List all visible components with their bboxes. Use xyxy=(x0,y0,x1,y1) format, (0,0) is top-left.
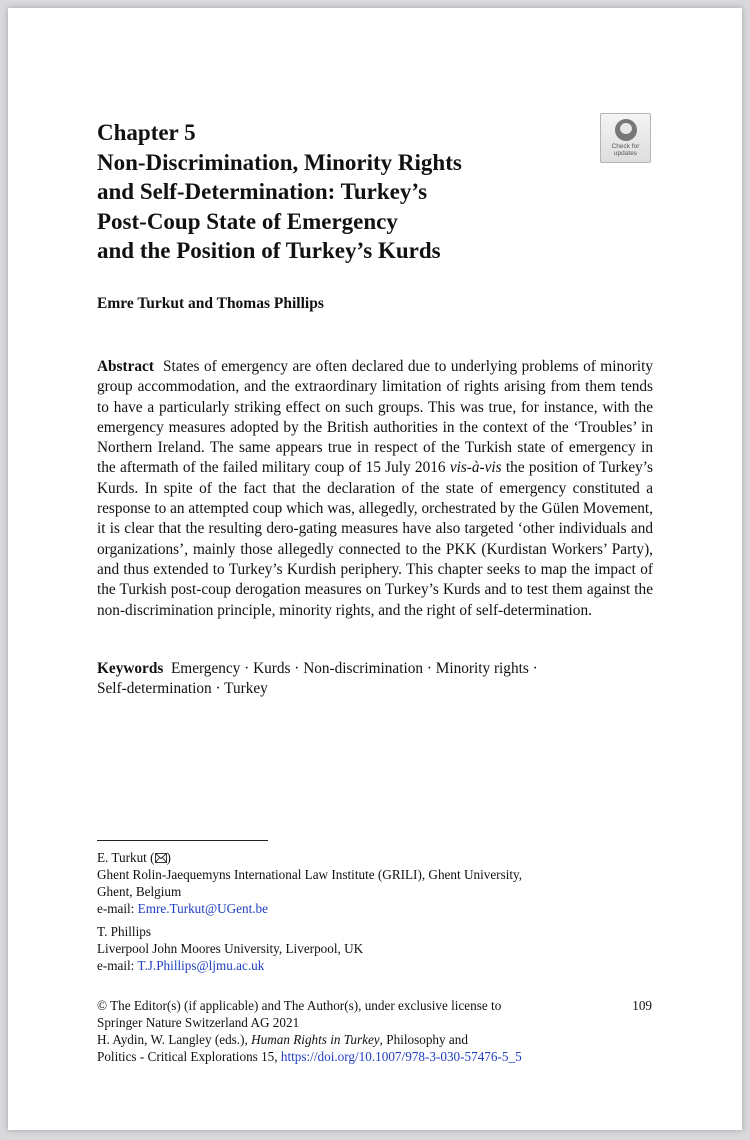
keywords-line: Self-determination · Turkey xyxy=(97,680,268,698)
email-link[interactable]: T.J.Phillips@ljmu.ac.uk xyxy=(137,958,265,973)
email-link[interactable]: Emre.Turkut@UGent.be xyxy=(137,901,268,916)
chapter-title-line: and Self-Determination: Turkey’s xyxy=(97,179,428,204)
keywords-line: Emergency · Kurds · Non-discrimination · Minority rights · xyxy=(170,660,538,677)
paper-page xyxy=(8,8,742,1130)
abstract xyxy=(97,357,653,621)
check-for-updates-badge[interactable] xyxy=(600,113,651,163)
abstract-text: States of emergency are often declared due to underlying problems of minority group accommodation, and the extraordinary limitation of rights arising from them tends to have a particularly striking effect on such groups. This was true, for instance, with the emergency measures adopted by the British authorities in the context of the ‘Troubles’ in Northern Ireland. The same appears true in respect of the Turkish state of emergency in the aftermath of the failed military coup of 15 July 2016 xyxy=(97,358,653,477)
badge-label-line1: Check for xyxy=(611,143,640,150)
abstract-text: the position of Turkey’s Kurds. In spite of the fact that the declaration of the state of emergency constituted a response to an attempted coup which was, allegedly, orchestrated by the Gülen Movement, it is clear that the resulting dero-gating measures have also targeted ‘other individuals and organizations’, mainly those allegedly connected to the PKK (Kurdistan Workers’ Party), and thus extended to Turkey’s Kurdish periphery. This chapter seeks to map the impact of the Turkish post-coup derogation measures on Turkey’s Kurds and to test them against the non-discrimination principle, minority rights, and the right of self-determination. xyxy=(97,459,654,619)
abstract-heading: Abstract xyxy=(97,358,154,375)
affiliation: E. Turkut ( ) Ghent Rolin-Jaequemyns International Law Institute (GRILI), Ghent University, Ghent, Belgium e-mail: Emre.Turkut@UGent.be xyxy=(97,849,617,917)
chapter-title-line: Post-Coup State of Emergency xyxy=(97,208,398,234)
affiliation-line: Ghent, Belgium xyxy=(97,884,182,899)
keywords-heading: Keywords xyxy=(97,660,164,677)
footer-line: © The Editor(s) (if applicable) and The Author(s), under exclusive license to xyxy=(97,998,502,1013)
footer-line: Politics - Critical Explorations 15, xyxy=(97,1049,278,1064)
footer-line: , Philosophy and xyxy=(379,1032,468,1047)
book-title: Human Rights in Turkey xyxy=(251,1032,380,1047)
affiliation-name: E. Turkut xyxy=(97,850,147,865)
footer-line: H. Aydin, W. Langley (eds.), xyxy=(97,1032,248,1047)
affiliation xyxy=(97,923,617,974)
footer-line: Springer Nature Switzerland AG 2021 xyxy=(97,1015,300,1030)
keywords xyxy=(97,659,653,700)
affiliation-line: Liverpool John Moores University, Liverpool, UK xyxy=(97,941,364,956)
doi-link[interactable]: https://doi.org/10.1007/978-3-030-57476-5_5 xyxy=(280,1049,522,1064)
affiliation-line: Ghent Rolin-Jaequemyns International Law Institute (GRILI), Ghent University, xyxy=(97,867,523,882)
chapter-heading xyxy=(97,118,567,266)
chapter-label: Chapter 5 xyxy=(97,120,196,145)
badge-label-line2: updates xyxy=(613,150,638,157)
page-number: 109 xyxy=(632,998,652,1013)
envelope-icon xyxy=(155,850,167,865)
chapter-title-line: Non-Discrimination, Minority Rights xyxy=(97,149,462,175)
authors: Emre Turkut and Thomas Phillips xyxy=(97,295,324,312)
abstract-italic-term: vis-à-vis xyxy=(449,459,502,477)
footnote-divider xyxy=(97,840,268,841)
crossmark-icon xyxy=(615,119,637,141)
email-label: e-mail: xyxy=(97,958,135,973)
affiliation-name: T. Phillips xyxy=(97,924,151,939)
copyright-footer xyxy=(97,997,617,1065)
chapter-title-line: and the Position of Turkey’s Kurds xyxy=(97,238,441,263)
email-label: e-mail: xyxy=(97,901,135,916)
